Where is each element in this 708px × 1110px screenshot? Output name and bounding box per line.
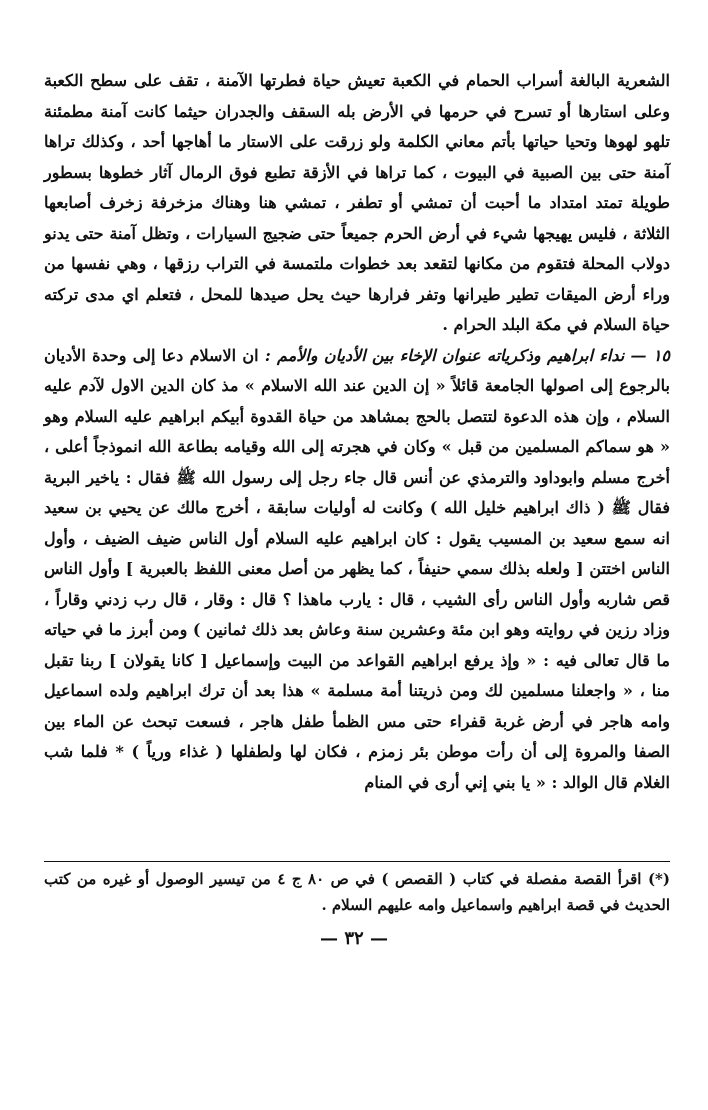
footnote-divider bbox=[44, 861, 670, 862]
paragraph-ibrahim bbox=[44, 341, 670, 799]
paragraph-kaaba-pigeons: الشعرية البالغة أسراب الحمام في الكعبة تعيش حياة فطرتها الآمنة ، تقف على سطح الكعبة وعلى استارها أو تسرح في حرمها في الأرض بله السقف والجدران حيثما كانت آمنة مطمئنة تلهو لهوها وتحيا حياتها بأتم معاني الكلمة ولو زرقت على الاستار ما أهاجها أحد ، وكذلك تراها آمنة حتى بين الصبية في البيوت ، كما تراها في الأزقة تطبع فوق الرمال آثار خطوها بسطور طويلة تمتد امتداد ما أحبت أن تمشي أو تطفر ، تمشي هنا وهناك مزخرفة زخرف أصابعها الثلاثة ، فليس يهيجها شيء في أرض الحرم جميعاً حتى ضجيج السيارات ، وتظل آمنة حتى يدنو دولاب المحلة فتقوم من مكانها لتقعد بعد خطوات ملتمسة في التراب رزقها ، وهي نفسها من وراء أرض الميقات تطير طيرانها وتفر فرارها حيث يحل صيدها للمحل ، فتعلم اي مدى تركته حياة السلام في مكة البلد الحرام . bbox=[44, 71, 670, 334]
footnote-text: (*) اقرأ القصة مفصلة في كتاب ( القصص ) في ص ٨٠ ج ٤ من تيسير الوصول أو غيره من كتب الحديث في قصة ابراهيم واسماعيل وامه عليهم السلام . bbox=[44, 870, 670, 914]
main-text bbox=[44, 66, 670, 798]
footnote bbox=[44, 866, 670, 918]
paragraph-ibrahim-text: ان الاسلام دعا إلى وحدة الأديان بالرجوع إلى اصولها الجامعة قائلاً « إن الدين عند الله الاسلام » مذ كان الدين الاول لآدم عليه السلام ، وإن هذه الدعوة لتتصل بالحج بمشاهد من حياة القدوة أبيكم ابراهيم عليه السلام وهو « هو سماكم المسلمين من قبل » وكان في هجرته إلى الله وقيامه بطاعة الله انموذجاً أعلى ، أخرج مسلم وابوداود والترمذي عن أنس قال جاء رجل إلى رسول الله ﷺ فقال : ياخير البرية فقال ﷺ ( ذاك ابراهيم خليل الله ) وكانت له أوليات سابقة ، أخرج مالك عن يحيي بن سعيد انه سمع سعيد بن المسيب يقول : كان ابراهيم عليه السلام أول الناس ضيف الضيف ، وأول الناس اختتن [ ولعله بذلك سمي حنيفاً ، كما يظهر من أصل معنى اللفظ بالعبرية ] وأول الناس قص شاربه وأول الناس رأى الشيب ، قال : يارب ماهذا ؟ قال : وقار ، قال رب زدني وقاراً ، وزاد رزين في روايته وهو ابن مئة وعشرين سنة وعاش بعد ذلك ثمانين ) ومن أبرز ما في حياته ما قال تعالى فيه : « وإذ يرفع ابراهيم القواعد من البيت وإسماعيل [ كانا يقولان ] ربنا تقبل منا ، « واجعلنا مسلمين لك ومن ذريتنا أمة مسلمة » هذا بعد أن ترك ابراهيم ولده اسماعيل وامه هاجر في أرض غربة قفراء حتى مس الظمأ طفل هاجر ، فسعت تبحث عن الماء بين الصفا والمروة إلى أن رأت موطن بئر زمزم ، فكان لها ولطفلها ( غذاء ورياً ) * فلما شب الغلام قال الوالد : « يا بني إني أرى في المنام bbox=[44, 345, 671, 792]
section-heading: ١٥ — نداء ابراهيم وذكرياته عنوان الإخاء بين الأديان والأمم : bbox=[264, 345, 670, 365]
page-number: — ٣٢ — bbox=[320, 928, 388, 949]
